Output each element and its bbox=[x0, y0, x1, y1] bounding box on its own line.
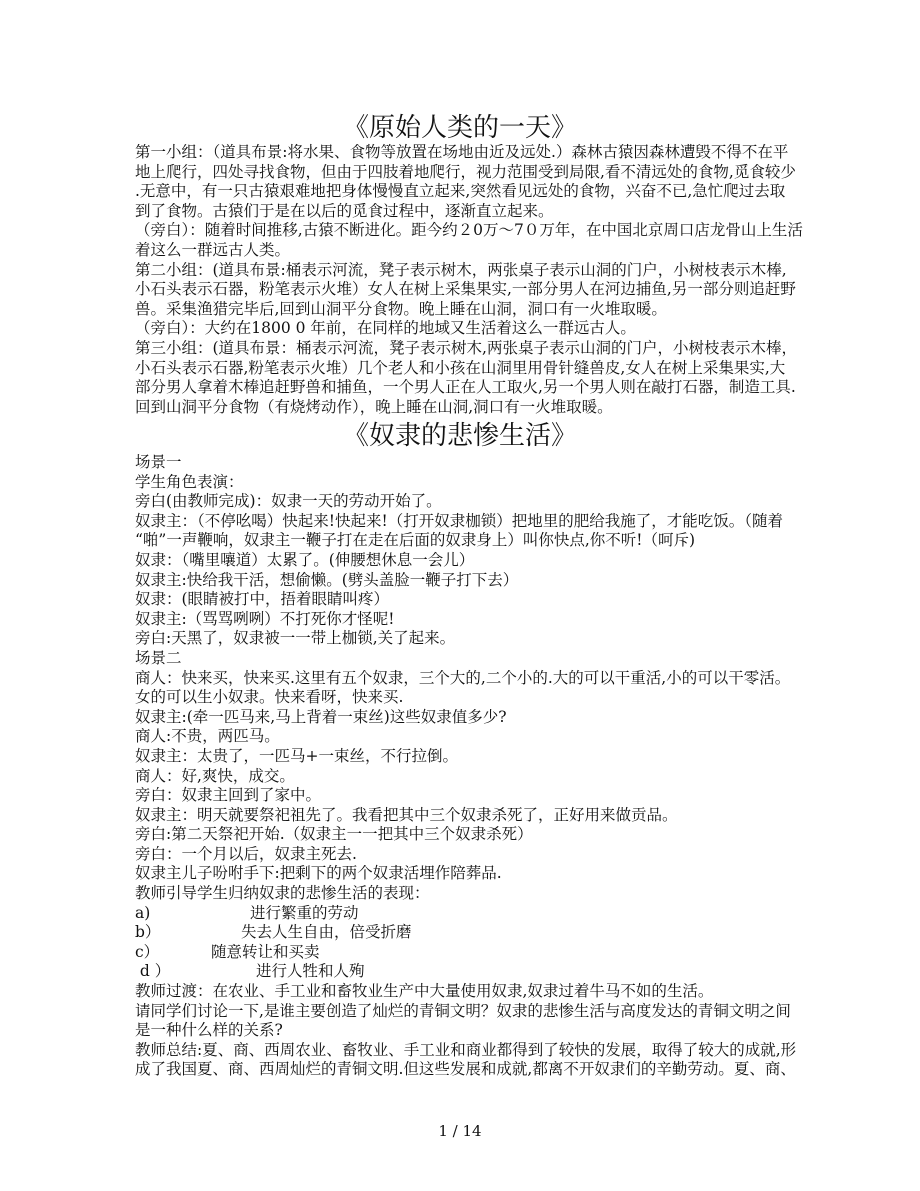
text-line: 小石头表示石器，粉笔表示火堆）女人在树上采集果实,一部分男人在河边捕鱼,另一部分则追赶野 bbox=[135, 280, 796, 299]
text-line: 奴隶：（嘴里嚷道）太累了。(伸腰想休息一会儿） bbox=[135, 550, 475, 569]
section-slave-life bbox=[135, 453, 795, 1080]
text-line: 奴隶主:快给我干活，想偷懒。(劈头盖脸一鞭子打下去） bbox=[135, 570, 519, 589]
text-line: 请同学们讨论一下,是谁主要创造了灿烂的青铜文明？奴隶的悲惨生活与高度发达的青铜文明之间 bbox=[135, 1001, 791, 1020]
text-line: 第三小组：(道具布景：桶表示河流，凳子表示树木,两张桌子表示山洞的门户，小树枝表示木棒， bbox=[135, 338, 797, 357]
text-line: “啪”一声鞭响，奴隶主一鞭子打在走在后面的奴隶身上）叫你快点,你不听!（呵斥) bbox=[135, 531, 696, 550]
text-line: 第一小组：（道具布景:将水果、食物等放置在场地由近及远处.）森林古猿因森林遭毁不得不在平 bbox=[135, 143, 789, 161]
list-item-label: a) bbox=[135, 903, 151, 922]
text-line: 奴隶主:（骂骂咧咧）不打死你才怪呢! bbox=[135, 609, 395, 628]
text-line: .无意中，有一只古猿艰难地把身体慢慢直立起来,突然看见远处的食物，兴奋不已,急忙爬过去取 bbox=[135, 182, 786, 201]
list-item-text: 失去人生自由，倍受折磨 bbox=[241, 923, 412, 942]
text-line: 奴隶主：明天就要祭祀祖先了。我看把其中三个奴隶杀死了，正好用来做贡品。 bbox=[135, 805, 678, 824]
text-line: 学生角色表演： bbox=[135, 472, 244, 491]
text-line: 旁白：奴隶主回到了家中。 bbox=[135, 786, 322, 805]
text-line: 教师过渡：在农业、手工业和畜牧业生产中大量使用奴隶,奴隶过着牛马不如的生活。 bbox=[135, 982, 714, 1001]
text-line: 商人：快来买，快来买.这里有五个奴隶，三个大的,二个小的.大的可以干重活,小的可以干零活。 bbox=[135, 668, 791, 687]
text-line: 是一种什么样的关系? bbox=[135, 1021, 283, 1040]
text-line: 奴隶主:(牵一匹马来,马上背着一束丝)这些奴隶值多少? bbox=[135, 707, 507, 726]
list-item-label: d ） bbox=[135, 962, 171, 981]
page-number: 1 / 14 bbox=[438, 1122, 482, 1140]
list-item-text: 进行人牲和人殉 bbox=[256, 962, 365, 981]
text-line: 着这么一群远古人类。 bbox=[135, 240, 291, 259]
text-line: （旁白）：随着时间推移,古猿不断进化。距今约２0万～7０万年，在中国北京周口店龙骨山上生活 bbox=[135, 221, 803, 240]
text-line: 奴隶：(眼睛被打中，捂着眼睛叫疼） bbox=[135, 590, 390, 609]
text-line: 旁白:第二天祭祀开始.（奴隶主一一把其中三个奴隶杀死） bbox=[135, 825, 533, 844]
text-line: 教师总结:夏、商、西周农业、畜牧业、手工业和商业都得到了较快的发展，取得了较大的成就,形 bbox=[135, 1040, 797, 1059]
text-line: 旁白:天黑了，奴隶被一一带上枷锁,关了起来。 bbox=[135, 629, 456, 648]
list-item-text: 进行繁重的劳动 bbox=[250, 903, 359, 922]
text-line: 教师引导学生归纳奴隶的悲惨生活的表现： bbox=[135, 884, 430, 903]
list-item bbox=[135, 904, 795, 924]
list-item bbox=[135, 962, 795, 982]
list-item-label: b） bbox=[135, 923, 161, 942]
text-line: 兽。采集渔猎完毕后,回到山洞平分食物。晚上睡在山洞，洞口有一火堆取暖。 bbox=[135, 299, 667, 318]
text-line: 商人:不贵，两匹马。 bbox=[135, 727, 280, 746]
text-line: 奴隶主儿子吩咐手下:把剩下的两个奴隶活埋作陪葬品. bbox=[135, 864, 502, 883]
text-line: 小石头表示石器,粉笔表示火堆）几个老人和小孩在山洞里用骨针缝兽皮,女人在树上采集果实,大 bbox=[135, 358, 786, 377]
text-line: 旁白：一个月以后，奴隶主死去. bbox=[135, 844, 357, 863]
text-line: （旁白）：大约在1800 0 年前，在同样的地域又生活着这么一群远古人。 bbox=[135, 319, 636, 338]
section-primitive-humans bbox=[135, 143, 803, 417]
text-line: 商人：好,爽快，成交。 bbox=[135, 766, 295, 785]
text-line: 第二小组：(道具布景:桶表示河流，凳子表示树木，两张桌子表示山洞的门户，小树枝表示木棒, bbox=[135, 260, 787, 279]
text-line: 到了食物。古猿们于是在以后的觅食过程中，逐渐直立起来。 bbox=[135, 201, 554, 220]
text-line: 场景二 bbox=[135, 648, 182, 667]
text-line: 回到山洞平分食物（有烧烤动作），晚上睡在山洞,洞口有一火堆取暖。 bbox=[135, 397, 613, 416]
text-line: 奴隶主：（不停吆喝）快起来!快起来!（打开奴隶枷锁）把地里的肥给我施了，才能吃饭。（随着 bbox=[135, 511, 783, 530]
text-line: 成了我国夏、商、西周灿烂的青铜文明.但这些发展和成就,都离不开奴隶们的辛勤劳动。夏、商、 bbox=[135, 1060, 796, 1079]
text-line: 场景一 bbox=[135, 453, 182, 471]
list-item bbox=[135, 923, 795, 943]
list-item-text: 随意转让和买卖 bbox=[211, 942, 320, 961]
text-line: 旁白(由教师完成)：奴隶一天的劳动开始了。 bbox=[135, 492, 442, 511]
title-slave-life: 《奴隶的悲惨生活》 bbox=[342, 421, 577, 451]
text-line: 部分男人拿着木棒追赶野兽和捕鱼，一个男人正在人工取火,另一个男人则在敲打石器，制造工具. bbox=[135, 378, 796, 397]
text-line: 女的可以生小奴隶。快来看呀，快来买. bbox=[135, 688, 404, 707]
text-line: 奴隶主：太贵了，一匹马+一束丝，不行拉倒。 bbox=[135, 746, 458, 765]
title-primitive-humans: 《原始人类的一天》 bbox=[342, 113, 577, 143]
text-line: 地上爬行，四处寻找食物，但由于四肢着地爬行，视力范围受到局限,看不清远处的食物,觅食较少 bbox=[135, 162, 796, 181]
list-item-label: c） bbox=[135, 942, 160, 961]
list-item bbox=[135, 943, 795, 963]
